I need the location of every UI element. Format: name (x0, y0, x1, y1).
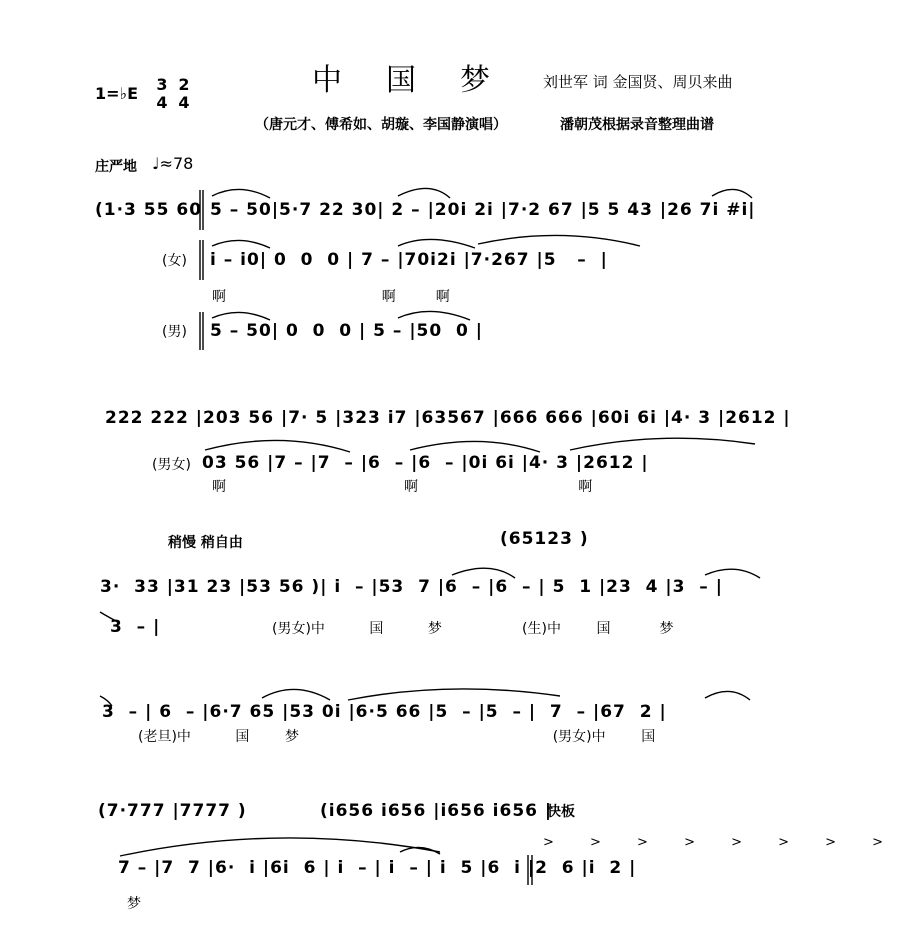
performers: （唐元才、傅希如、胡璇、李国静演唱） (255, 117, 507, 133)
staff-1-line-3: 5 – 50| 0 0 0 | 5 – |50 0 | (210, 321, 483, 341)
part-label-mixed: (男女) (152, 457, 191, 473)
tempo-text: 快板 (547, 804, 575, 820)
part-label-male: (男) (162, 324, 187, 340)
credits: 刘世军 词 金国贤、周贝来曲 (543, 73, 733, 91)
staff-3-line-1: 3· 33 |31 23 |53 56 )| i – |53 7 |6 – |6 – | 5 1 |23 4 |3 – | (100, 577, 723, 597)
accent-marks: > > > > > > > > (543, 835, 899, 850)
lyric-line: 梦 (127, 896, 141, 912)
key-signature: 1=♭E (95, 84, 139, 103)
meter-2-4: 2 4 (178, 75, 190, 112)
slur (452, 568, 515, 578)
staff-4-line-1: 3 – | 6 – |6·7 65 |53 0i |6·5 66 |5 – |5 – | 7 – |67 2 | (102, 702, 667, 722)
slur (100, 696, 112, 706)
slur (398, 188, 450, 198)
tempo-text: 庄严地 (95, 159, 137, 175)
staff-2-line-2: 03 56 |7 – |7 – |6 – |6 – |0i 6i |4· 3 |2612 | (202, 453, 649, 473)
interlude-bracket: (i656 i656 |i656 i656 | (320, 801, 553, 821)
slur (212, 240, 270, 248)
system-bracket (200, 190, 203, 230)
part-label-female: (女) (162, 253, 187, 269)
intro-notes: (1·3 55 60 (95, 200, 203, 220)
transcriber: 潘朝茂根据录音整理曲谱 (560, 117, 714, 133)
lyric-line: 啊 啊 啊 (212, 289, 450, 305)
staff-1-line-1: 5 – 50|5·7 22 30| 2 – |20i 2i |7·2 67 |5 5 43 |26 7i #i| (210, 200, 756, 220)
staff-5-line-1: 7 – |7 7 |6· i |6i 6 | i – | i – | i 5 |6 i |2 6 |i 2 | (118, 858, 637, 878)
staff-3-line-2: 3 – | (110, 617, 161, 637)
staff-1-line-2: i – i0| 0 0 0 | 7 – |70i2i |7·267 |5 – | (210, 250, 608, 270)
slur (705, 569, 760, 578)
slur (398, 239, 475, 248)
lyric-line: (男女)中 国 梦 (生)中 国 梦 (272, 621, 674, 637)
double-barline (528, 855, 532, 885)
slur (262, 689, 330, 700)
staff-2-line-1: 222 222 |203 56 |7· 5 |323 i7 |63567 |666 666 |60i 6i |4· 3 |2612 | (105, 408, 791, 428)
tempo-text: 稍慢 稍自由 (168, 535, 243, 551)
tempo-mark: ♩≈78 (152, 154, 194, 173)
slur (348, 689, 560, 700)
page-title: 中国梦 (312, 63, 534, 98)
slur (398, 311, 470, 320)
system-bracket (200, 312, 203, 350)
slur (712, 189, 752, 198)
slur (410, 441, 540, 452)
slur (120, 838, 440, 856)
intro-bracket: (7·777 |7777 ) (98, 801, 247, 821)
lyric-line: (老旦)中 国 梦 (男女)中 国 (138, 729, 656, 745)
slur (705, 691, 750, 700)
slur (212, 312, 270, 320)
meter-3-4: 3 4 (156, 75, 168, 112)
system-bracket (200, 240, 203, 280)
lyric-line: 啊 啊 啊 (212, 479, 593, 495)
slur (478, 235, 640, 246)
slur (205, 440, 350, 452)
slur (570, 438, 755, 450)
slur (100, 612, 118, 622)
intro-bracket: (65123 ) (500, 529, 589, 549)
slur (212, 189, 270, 198)
